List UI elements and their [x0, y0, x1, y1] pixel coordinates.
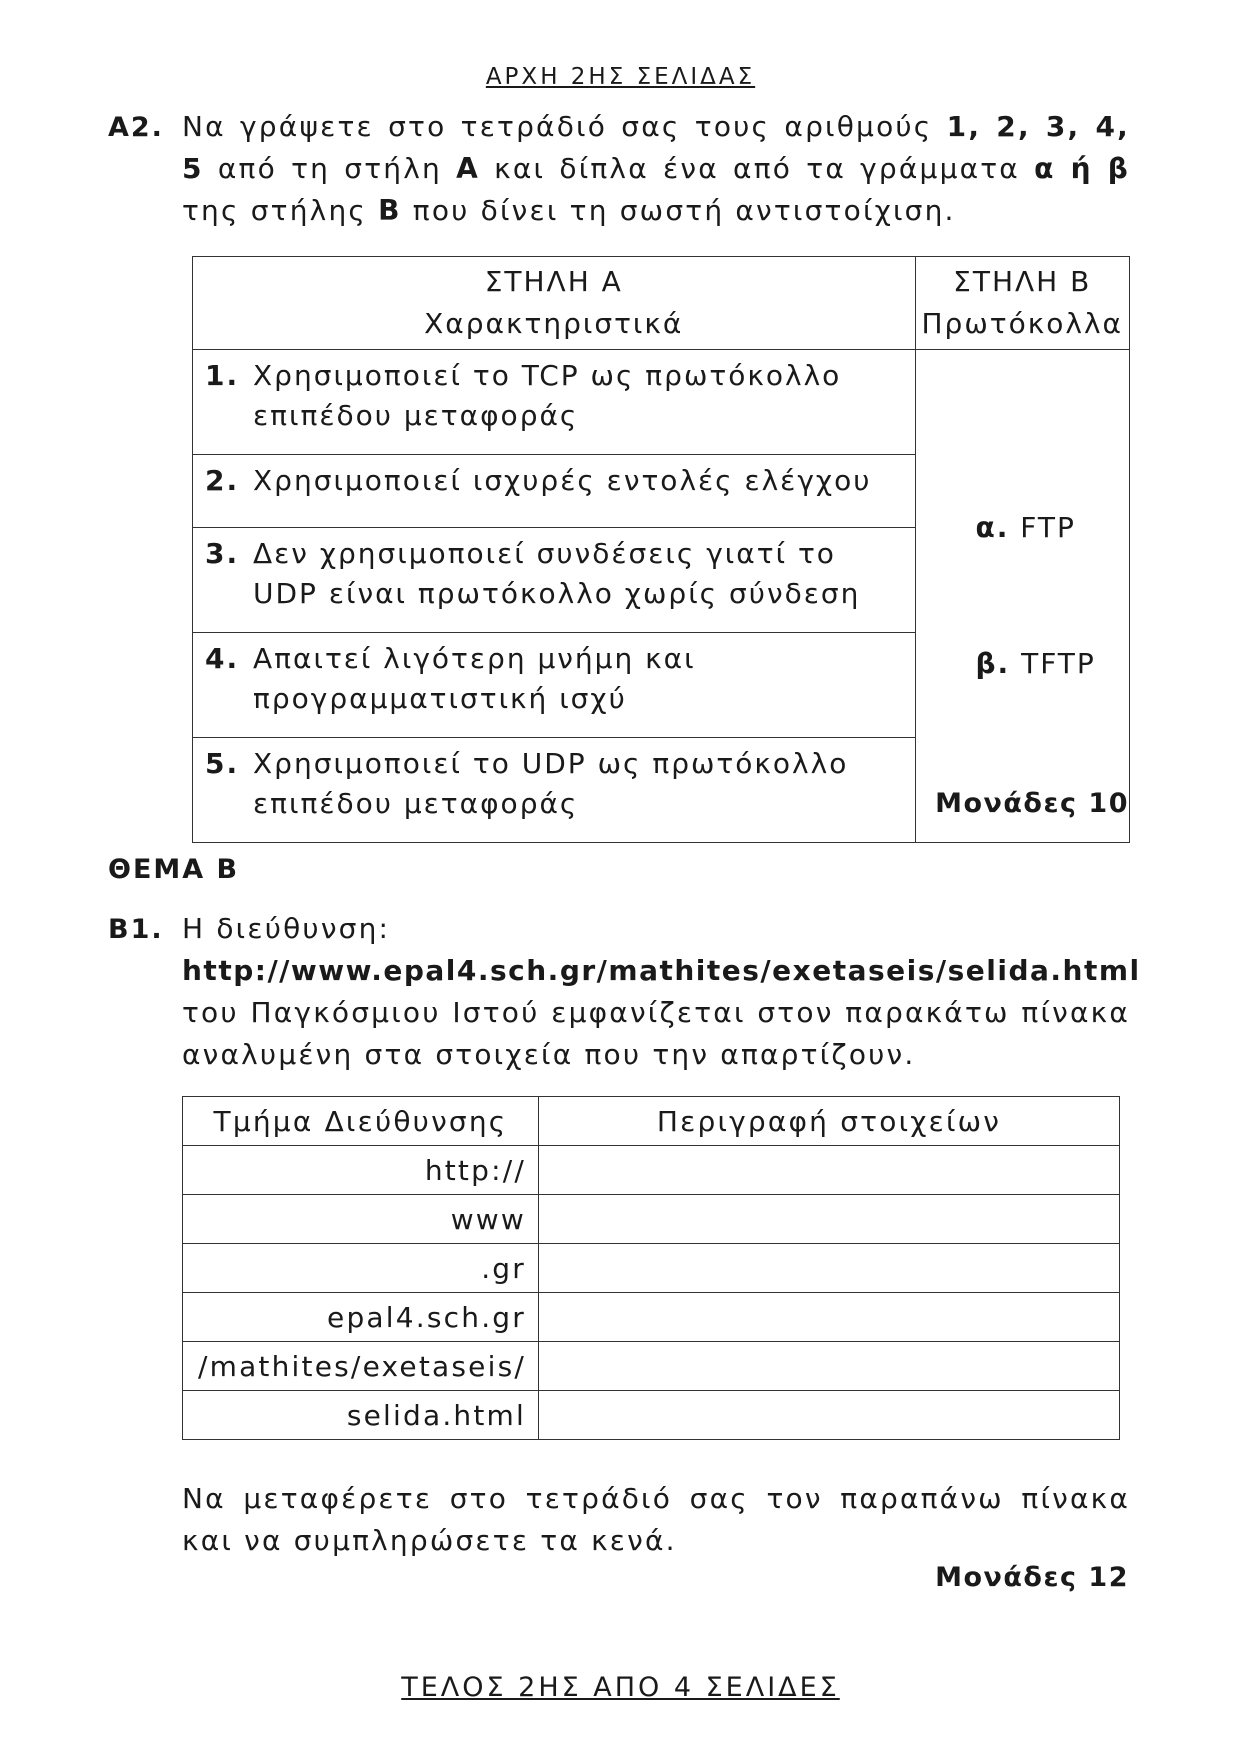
address-part-cell: epal4.sch.gr [183, 1293, 539, 1342]
instr-letters: α ή β [1034, 152, 1130, 185]
instr-numbers: 1, 2, 3, 4, 5 [182, 110, 1130, 185]
b1-url: http://www.epal4.sch.gr/mathites/exetaseis/selida.html [182, 954, 1141, 987]
characteristic-row [193, 455, 916, 528]
protocol-letter: α. [975, 511, 1010, 544]
characteristic-row [193, 350, 916, 455]
points-b1: Μονάδες 12 [935, 1562, 1129, 1593]
instr-text: που δίνει τη σωστή αντιστοίχιση. [401, 194, 956, 227]
question-a2-instructions [182, 106, 1130, 232]
description-cell [539, 1342, 1120, 1391]
row-number: 2. [205, 464, 240, 497]
protocols-cell [915, 350, 1130, 843]
column-b-header [915, 257, 1130, 350]
description-cell [539, 1146, 1120, 1195]
b1-description: του Παγκόσμιου Ιστού εμφανίζεται στον παρακάτω πίνακα αναλυμένη στα στοιχεία που την απαρτίζουν. [182, 996, 1130, 1071]
protocol-name: TFTP [1021, 647, 1096, 680]
protocol-letter: β. [975, 647, 1011, 680]
characteristic-row [193, 738, 916, 843]
description-cell [539, 1391, 1120, 1440]
column-a-header [193, 257, 916, 350]
b1-instruction-text: Να μεταφέρετε στο τετράδιό σας τον παραπάνω πίνακα και να συμπληρώσετε τα κενά. [182, 1482, 1130, 1557]
address-part-cell: www [183, 1195, 539, 1244]
description-cell [539, 1244, 1120, 1293]
address-part-header: Τμήμα Διεύθυνσης [183, 1097, 539, 1146]
column-b-title: ΣΤΗΛΗ Β [953, 265, 1092, 298]
instr-text: και δίπλα ένα από τα γράμματα [479, 152, 1035, 185]
description-cell [539, 1195, 1120, 1244]
instr-text: της στήλης [182, 194, 379, 227]
row-text: Δεν χρησιμοποιεί συνδέσεις γιατί το UDP είναι πρωτόκολλο χωρίς σύνδεση [253, 537, 861, 610]
protocol-name: FTP [1020, 511, 1076, 544]
address-part-cell: selida.html [183, 1391, 539, 1440]
row-number: 3. [205, 537, 240, 570]
b1-instruction-2 [182, 1478, 1130, 1562]
b1-intro: Η διεύθυνση: [182, 912, 391, 945]
page-footer: ΤΕΛΟΣ 2ΗΣ ΑΠΟ 4 ΣΕΛΙΔΕΣ [401, 1672, 840, 1703]
description-header: Περιγραφή στοιχείων [539, 1097, 1120, 1146]
description-cell [539, 1293, 1120, 1342]
points-a2: Μονάδες 10 [935, 788, 1129, 819]
column-a-title: ΣΤΗΛΗ Α [484, 265, 623, 298]
protocol-item [976, 508, 1129, 548]
question-number-b1: Β1. [108, 914, 164, 945]
page-header: ΑΡΧΗ 2ΗΣ ΣΕΛΙΔΑΣ [485, 64, 756, 90]
protocol-item [976, 644, 1129, 684]
address-part-cell: .gr [183, 1244, 539, 1293]
address-part-cell: http:// [183, 1146, 539, 1195]
instr-text: από τη στήλη [203, 152, 457, 185]
row-text: Χρησιμοποιεί το UDP ως πρωτόκολλο επιπέδου μεταφοράς [253, 747, 849, 820]
row-number: 5. [205, 747, 240, 780]
instr-column-b: Β [378, 194, 402, 227]
address-part-cell: /mathites/exetaseis/ [183, 1342, 539, 1391]
instr-column-a: Α [456, 152, 480, 185]
instr-text: Να γράψετε στο τετράδιό σας τους αριθμούς [182, 110, 947, 143]
matching-table [192, 256, 1130, 843]
question-b1-text [182, 908, 1141, 1076]
row-text: Χρησιμοποιεί ισχυρές εντολές ελέγχου [253, 464, 872, 497]
row-text: Απαιτεί λιγότερη μνήμη και προγραμματιστική ισχύ [253, 642, 696, 715]
row-number: 4. [205, 642, 240, 675]
column-a-subtitle: Χαρακτηριστικά [424, 307, 684, 340]
characteristic-row [193, 633, 916, 738]
characteristic-row [193, 528, 916, 633]
row-text: Χρησιμοποιεί το TCP ως πρωτόκολλο επιπέδου μεταφοράς [253, 359, 842, 432]
section-title-theme-b: ΘΕΜΑ Β [108, 854, 240, 885]
question-number-a2: Α2. [108, 112, 164, 143]
column-b-subtitle: Πρωτόκολλα [921, 307, 1123, 340]
row-number: 1. [205, 359, 240, 392]
address-table [182, 1096, 1120, 1440]
